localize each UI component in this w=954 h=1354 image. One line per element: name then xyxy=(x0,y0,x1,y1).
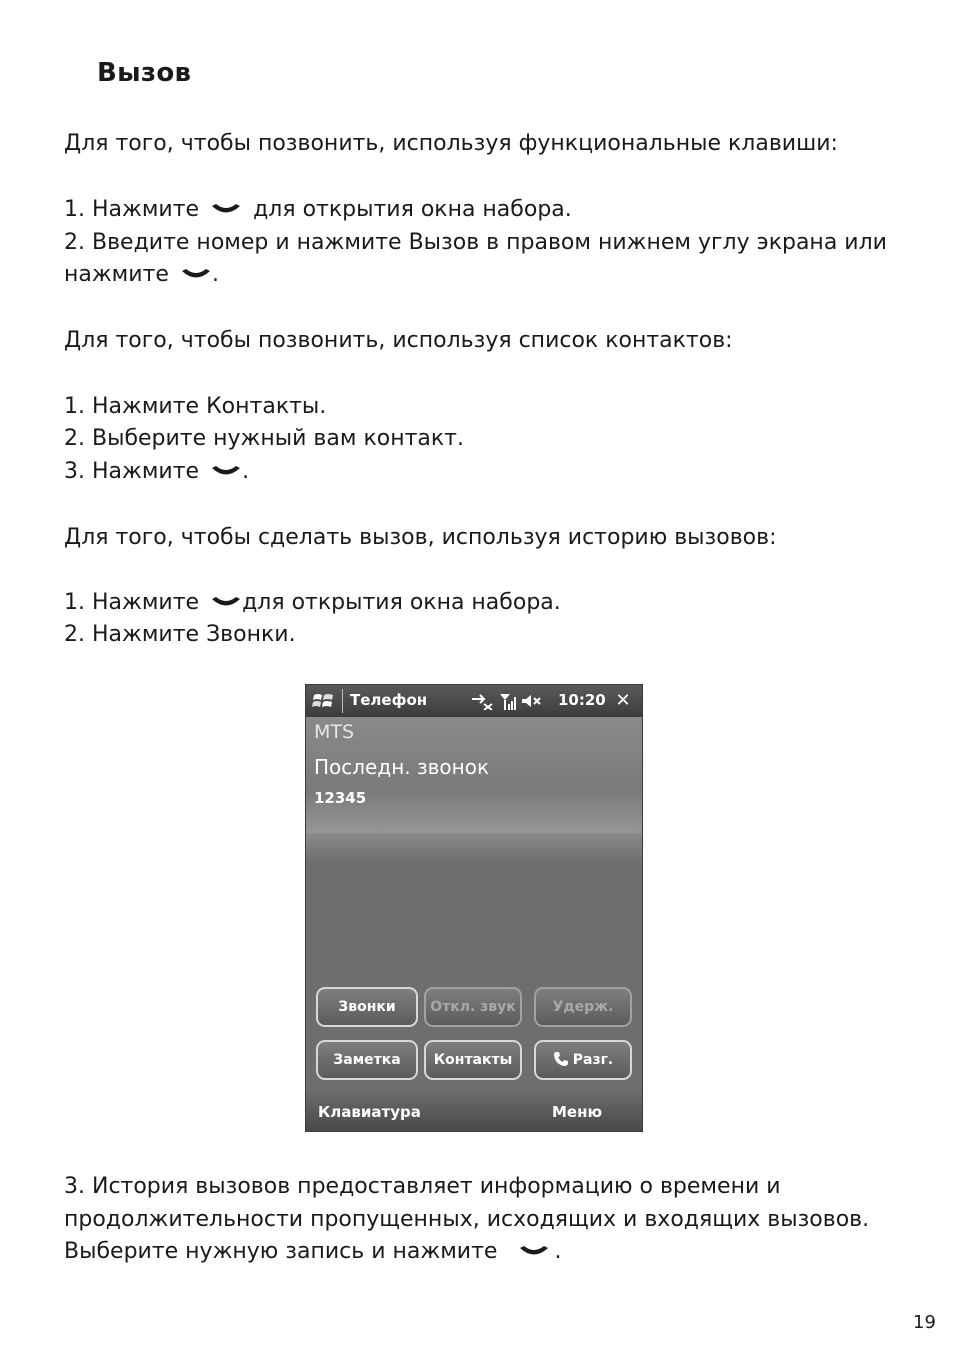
step-text: . xyxy=(242,459,250,484)
windows-start-icon[interactable] xyxy=(312,691,336,711)
step-1-open-dialer-history xyxy=(64,587,561,619)
page-number: 19 xyxy=(913,1312,936,1333)
calls-button[interactable]: Звонки xyxy=(316,987,418,1027)
phone-screenshot xyxy=(305,684,643,1132)
speaker-button-label: Разг. xyxy=(572,1052,614,1068)
hold-button[interactable]: Удерж. xyxy=(534,987,632,1027)
contacts-button[interactable]: Контакты xyxy=(424,1040,522,1080)
separator xyxy=(342,689,343,713)
intro-contacts: Для того, чтобы позвонить, используя список контактов: xyxy=(64,328,733,353)
step-text: 1. Нажмите xyxy=(64,197,200,222)
divider-glow xyxy=(306,833,642,863)
clock[interactable]: 10:20 xyxy=(558,691,606,709)
softkey-menu[interactable]: Меню xyxy=(552,1103,603,1121)
step-2-press-calls: 2. Нажмите Звонки. xyxy=(64,622,296,647)
history-info-line2: продолжительности пропущенных, исходящих и входящих вызовов. xyxy=(64,1207,870,1232)
app-title: Телефон xyxy=(350,691,428,709)
section-title: Вызов xyxy=(97,58,192,88)
softkey-bar xyxy=(306,1093,642,1131)
step-1-contacts: 1. Нажмите Контакты. xyxy=(64,394,327,419)
last-call-label: Последн. звонок xyxy=(314,755,490,779)
close-icon[interactable]: ✕ xyxy=(615,690,631,711)
step-text: 1. Нажмите xyxy=(64,590,200,615)
phone-handset-icon xyxy=(518,1245,550,1259)
step-3-press-call xyxy=(64,456,249,488)
mute-button[interactable]: Откл. звук xyxy=(424,987,522,1027)
step-text: Выберите нужную запись и нажмите xyxy=(64,1239,498,1264)
intro-call-history: Для того, чтобы сделать вызов, используя историю вызовов: xyxy=(64,525,777,550)
phone-handset-icon xyxy=(180,268,212,282)
carrier-name: MTS xyxy=(314,721,355,743)
phone-icon xyxy=(553,1045,569,1061)
status-icons[interactable] xyxy=(470,692,550,710)
signal-icon xyxy=(500,694,516,710)
step-text: 2. Введите номер и нажмите Вызов в правом нижнем углу экрана или xyxy=(64,230,887,255)
note-button[interactable]: Заметка xyxy=(316,1040,418,1080)
step-text: для открытия окна набора. xyxy=(242,590,561,615)
speaker-muted-icon xyxy=(522,695,540,707)
step-1-open-dialer xyxy=(64,194,572,226)
step-text: 3. Нажмите xyxy=(64,459,200,484)
connectivity-icon xyxy=(472,695,492,710)
phone-handset-icon xyxy=(210,596,242,610)
step-text: для открытия окна набора. xyxy=(253,197,572,222)
step-text: . xyxy=(554,1239,562,1264)
speaker-button[interactable] xyxy=(534,1040,632,1080)
status-bar xyxy=(306,685,642,717)
step-text: нажмите xyxy=(64,262,169,287)
step-text: . xyxy=(211,262,219,287)
intro-function-keys: Для того, чтобы позвонить, используя функциональные клавиши: xyxy=(64,131,838,156)
step-2-select-contact: 2. Выберите нужный вам контакт. xyxy=(64,426,464,451)
history-info-line3 xyxy=(64,1236,561,1268)
history-info-line1: 3. История вызовов предоставляет информацию о времени и xyxy=(64,1174,781,1199)
softkey-keyboard[interactable]: Клавиатура xyxy=(318,1103,421,1121)
step-2-enter-number xyxy=(64,227,887,259)
phone-handset-icon xyxy=(210,203,242,217)
step-2-continued xyxy=(64,259,219,291)
last-call-number: 12345 xyxy=(314,789,367,807)
phone-handset-icon xyxy=(210,465,242,479)
